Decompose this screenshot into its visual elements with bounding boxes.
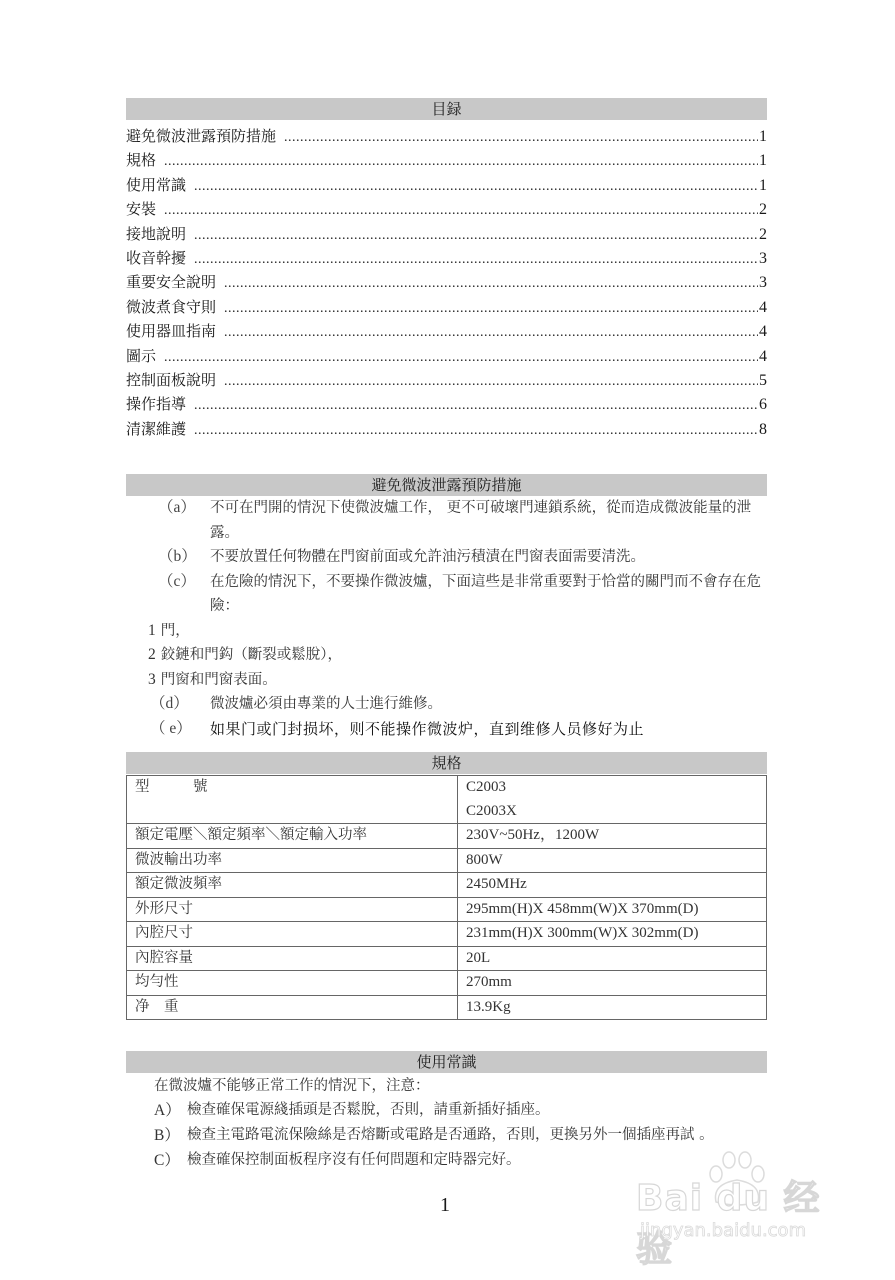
toc-entry[interactable]	[126, 295, 767, 319]
toc-entry[interactable]	[126, 368, 767, 392]
dot-leader	[194, 224, 758, 248]
toc-entry-page: 3	[759, 274, 767, 292]
spec-key: 內腔尺寸	[127, 922, 458, 947]
toc-entry-page: 1	[759, 152, 767, 170]
toc-entry-page: 8	[759, 420, 767, 438]
subitem-number: 2	[148, 646, 156, 663]
precautions-section	[126, 496, 786, 741]
precaution-text: 在危險的情況下，不要操作微波爐，下面這些是非常重要對于恰當的關門而不會存在危險：	[210, 573, 761, 614]
precaution-text: 不要放置任何物體在門窗前面或允許油污積漬在門窗表面需要清洗。	[210, 549, 645, 565]
spec-key: 額定電壓＼額定頻率＼額定輸入功率	[127, 824, 458, 849]
precaution-label: （b）	[158, 548, 197, 565]
toc-entry-title: 操作指導	[126, 395, 187, 414]
toc-entry-page: 1	[759, 128, 767, 145]
common-item-label: B）	[154, 1127, 180, 1144]
toc-entry-page: 5	[759, 371, 767, 389]
toc-entry-title: 安裝	[126, 200, 157, 219]
common-item-label: C）	[154, 1152, 180, 1169]
spec-value: 295mm(H)X 458mm(W)X 370mm(D)	[458, 897, 767, 922]
page-number: 1	[440, 1194, 450, 1216]
watermark-logo: Bai du 经验	[636, 1178, 821, 1270]
dot-leader	[164, 346, 758, 370]
common-item	[126, 1098, 826, 1123]
toc-entry-page: 1	[759, 176, 767, 194]
toc-entry-title: 接地說明	[126, 224, 187, 243]
toc-entry-title: 控制面板說明	[126, 370, 217, 389]
precaution-item	[126, 717, 786, 742]
toc-entry[interactable]	[126, 319, 767, 343]
toc-entry[interactable]	[126, 246, 767, 270]
dot-leader	[224, 321, 758, 345]
table-row	[127, 995, 767, 1020]
table-row	[127, 776, 767, 824]
toc-entry[interactable]	[126, 197, 767, 221]
precaution-text: 微波爐必須由專業的人士進行維修。	[210, 696, 442, 712]
table-row	[127, 824, 767, 849]
toc-entry[interactable]	[126, 148, 767, 172]
precaution-item	[126, 570, 786, 619]
toc-header: 目録	[126, 98, 767, 120]
toc-entry[interactable]	[126, 392, 767, 416]
toc-entry-page: 4	[759, 323, 767, 341]
toc-entry[interactable]	[126, 124, 767, 148]
precaution-label: （d）	[150, 695, 189, 712]
table-row	[127, 971, 767, 996]
toc-entry-page: 4	[759, 347, 767, 365]
specs-table	[126, 775, 767, 1020]
spec-value: 2450MHz	[458, 873, 767, 898]
spec-value: 13.9Kg	[458, 995, 767, 1020]
toc-entry-title: 重要安全說明	[126, 273, 217, 292]
spec-value: 20L	[458, 946, 767, 971]
table-row	[127, 848, 767, 873]
subitem-text: 鉸鏈和門鈎（斷裂或鬆脫），	[160, 647, 342, 663]
spec-value: 270mm	[458, 971, 767, 996]
precaution-label: （a）	[158, 499, 196, 516]
precaution-subitem	[126, 619, 786, 644]
toc-entry[interactable]	[126, 173, 767, 197]
precaution-item	[126, 545, 786, 570]
dot-leader	[284, 126, 758, 150]
common-item-label: A）	[154, 1102, 181, 1119]
toc-entry-page: 3	[759, 249, 767, 267]
dot-leader	[194, 419, 758, 443]
precaution-item	[126, 692, 786, 717]
table-row	[127, 946, 767, 971]
dot-leader	[164, 150, 758, 174]
table-row	[127, 922, 767, 947]
subitem-number: 3	[148, 670, 156, 688]
dot-leader	[224, 272, 758, 296]
toc-entry[interactable]	[126, 417, 767, 441]
common-intro: 在微波爐不能够正常工作的情況下，注意：	[154, 1078, 430, 1094]
toc-entry[interactable]	[126, 222, 767, 246]
baidu-watermark	[636, 1150, 846, 1270]
precaution-subitem	[126, 643, 786, 668]
toc-entry[interactable]	[126, 344, 767, 368]
toc-entry-page: 4	[759, 298, 767, 316]
table-row	[127, 873, 767, 898]
toc-entry-title: 清潔維護	[126, 419, 187, 438]
spec-value-line: C2003X	[466, 802, 517, 819]
watermark-url: jingyan.baidu.com	[640, 1220, 807, 1241]
table-row	[127, 897, 767, 922]
spec-value: 231mm(H)X 300mm(W)X 302mm(D)	[458, 922, 767, 947]
toc-entry-page: 6	[759, 396, 767, 414]
dot-leader	[194, 248, 758, 272]
precaution-label: （ e）	[150, 719, 192, 737]
toc-entry-title: 微波煮食守則	[126, 297, 217, 316]
common-header: 使用常識	[126, 1051, 767, 1073]
common-item-text: 檢查確保控制面板程序沒有任何問題和定時器完好。	[187, 1152, 521, 1168]
spec-value: 800W	[458, 848, 767, 873]
spec-key: 額定微波頻率	[127, 873, 458, 898]
toc-entry-title: 使用器皿指南	[126, 322, 217, 341]
spec-key: 內腔容量	[127, 946, 458, 971]
toc-entry-title: 規格	[126, 151, 157, 170]
subitem-number: 1	[148, 621, 156, 639]
dot-leader	[164, 199, 758, 223]
toc-entry-title: 圖示	[126, 346, 157, 365]
precaution-item	[126, 496, 786, 545]
spec-key: 外形尺寸	[127, 897, 458, 922]
dot-leader	[224, 370, 758, 394]
spec-key: 型 號	[127, 776, 458, 824]
spec-key: 净 重	[127, 995, 458, 1020]
common-item	[126, 1123, 826, 1148]
spec-key: 微波輸出功率	[127, 848, 458, 873]
dot-leader	[224, 297, 758, 321]
dot-leader	[194, 175, 758, 199]
precautions-header: 避免微波泄露預防措施	[126, 474, 767, 496]
common-item-text: 檢查確保電源綫插頭是否鬆脫，否則，請重新插好插座。	[187, 1102, 550, 1118]
specs-header: 規格	[126, 752, 767, 774]
spec-value	[458, 776, 767, 824]
subitem-text: 門，	[160, 622, 190, 639]
precaution-label: （c）	[158, 572, 196, 590]
dot-leader	[194, 394, 758, 418]
precaution-text: 如果门或门封损坏，则不能操作微波炉，直到维修人员修好为止	[210, 719, 645, 738]
toc-entry-page: 2	[759, 225, 767, 243]
toc-entry-title: 收音幹擾	[126, 248, 187, 267]
toc-entry-title: 避免微波泄露預防措施	[126, 127, 277, 145]
toc-entry-page: 2	[759, 201, 767, 219]
table-of-contents	[126, 124, 767, 441]
precaution-text: 不可在門開的情況下使微波爐工作， 更不可破壞門連鎖系統，從而造成微波能量的泄露。	[210, 500, 752, 541]
subitem-text: 門窗和門窗表面。	[160, 671, 277, 688]
spec-value: 230V~50Hz，1200W	[458, 824, 767, 849]
common-item-text: 檢查主電路電流保險絲是否熔斷或電路是否通路，否則，更換另外一個插座再試 。	[187, 1127, 714, 1143]
spec-key: 均勻性	[127, 971, 458, 996]
spec-value-line: C2003	[466, 779, 507, 795]
toc-entry-title: 使用常識	[126, 175, 187, 194]
toc-entry[interactable]	[126, 270, 767, 294]
precaution-subitem	[126, 668, 786, 693]
